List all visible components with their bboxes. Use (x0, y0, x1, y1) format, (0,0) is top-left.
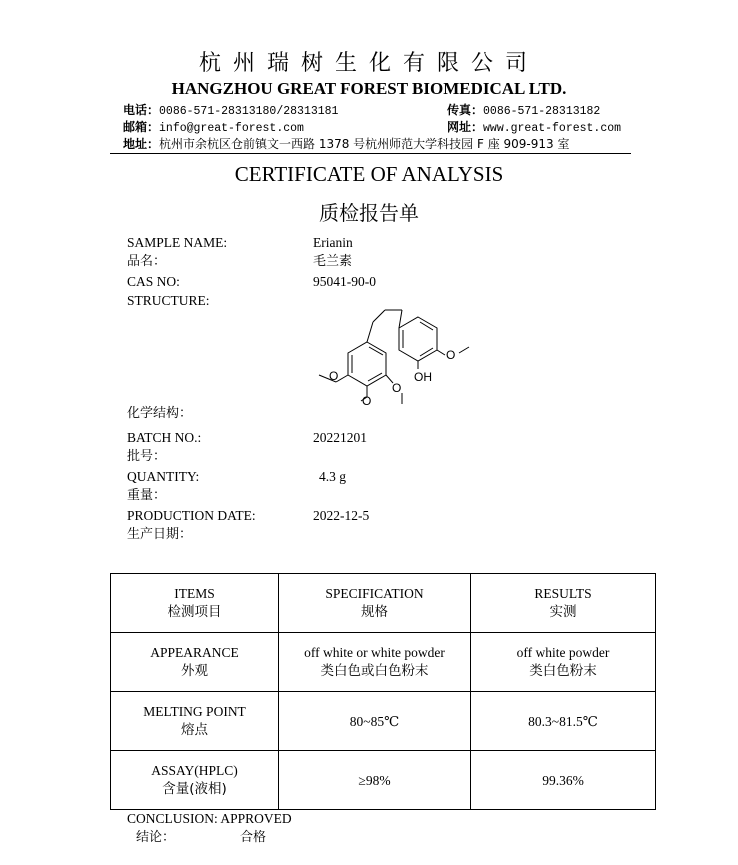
structure-label-cn: 化学结构： (127, 406, 193, 421)
appearance-en: APPEARANCE (150, 645, 239, 660)
address-value: 杭州市余杭区仓前镇文一西路 1378 号杭州师范大学科技园 F 座 909-913 室 (159, 137, 570, 151)
row-appearance-result (471, 633, 656, 692)
table-row (111, 692, 656, 751)
sample-name-value: Erianin (313, 235, 353, 250)
email-label: 邮箱： (123, 120, 160, 134)
header-results-en: RESULTS (534, 586, 592, 601)
assay-result: 99.36% (542, 772, 584, 788)
melting-point-result: 80.3~81.5℃ (528, 713, 598, 729)
header-items-cn: 检测项目 (167, 604, 222, 620)
email-line (123, 119, 304, 137)
conclusion-label: CONCLUSION: (127, 811, 218, 826)
company-name-cn: 杭州瑞树生化有限公司 (198, 51, 539, 76)
header-cell-results (471, 574, 656, 633)
fax-value: 0086-571-28313182 (483, 105, 601, 118)
address-label: 地址： (123, 137, 160, 151)
quantity-label-cn: 重量： (127, 488, 167, 503)
phone-label: 电话： (123, 103, 160, 117)
methoxy-o-right: O (392, 381, 402, 395)
email-value: info@great-forest.com (159, 122, 304, 135)
methoxy-o-bottom: O (362, 394, 372, 408)
header-spec-en: SPECIFICATION (325, 586, 424, 601)
row-assay-item (111, 751, 279, 810)
website-value: www.great-forest.com (483, 122, 622, 135)
sample-name-label-cn: 品名： (127, 254, 167, 269)
batch-value: 20221201 (313, 430, 367, 445)
table-header-row (111, 574, 656, 633)
appearance-spec-cn: 类白色或白色粉末 (320, 663, 429, 679)
fax-label: 传真： (447, 103, 484, 117)
melting-point-en: MELTING POINT (143, 704, 246, 719)
row-melting-point-spec (279, 692, 471, 751)
quantity-value: 4.3 g (319, 469, 346, 484)
conclusion-value: APPROVED (220, 811, 292, 826)
header-results-cn: 实测 (549, 604, 577, 620)
row-assay-result (471, 751, 656, 810)
row-melting-point-result (471, 692, 656, 751)
assay-spec: ≥98% (358, 772, 391, 788)
hydroxyl-label: OH (414, 370, 432, 384)
company-name-en: HANGZHOU GREAT FOREST BIOMEDICAL LTD. (171, 79, 567, 98)
header-cell-items (111, 574, 279, 633)
certificate-title-cn: 质检报告单 (319, 201, 419, 225)
row-melting-point-item (111, 692, 279, 751)
production-date-label-cn: 生产日期： (127, 527, 193, 542)
row-assay-spec (279, 751, 471, 810)
results-table (110, 573, 656, 810)
methoxy-o-left: O (329, 369, 339, 383)
production-date-label: PRODUCTION DATE: (127, 508, 256, 523)
assay-cn: 含量(液相) (162, 781, 227, 797)
structure-label: STRUCTURE: (127, 293, 210, 308)
production-date-value: 2022-12-5 (313, 508, 370, 523)
methoxy-o-ringb: O (446, 348, 456, 362)
row-appearance-spec (279, 633, 471, 692)
phone-value: 0086-571-28313180/28313181 (159, 105, 339, 118)
header-cell-specification (279, 574, 471, 633)
row-appearance-item (111, 633, 279, 692)
conclusion-label-cn: 结论： (136, 830, 176, 845)
melting-point-spec: 80~85℃ (349, 713, 400, 729)
assay-en: ASSAY(HPLC) (151, 763, 238, 778)
appearance-spec-en: off white or white powder (304, 645, 445, 660)
fax-line (447, 102, 600, 120)
quantity-label: QUANTITY: (127, 469, 200, 484)
batch-label: BATCH NO.: (127, 430, 202, 445)
table-row (111, 633, 656, 692)
address-line (123, 136, 570, 152)
certificate-title: CERTIFICATE OF ANALYSIS (234, 162, 504, 186)
conclusion-line (127, 810, 292, 828)
cas-value: 95041-90-0 (313, 274, 376, 289)
appearance-cn: 外观 (181, 663, 208, 679)
appearance-result-cn: 类白色粉末 (529, 663, 597, 679)
header-items-en: ITEMS (174, 586, 215, 601)
sample-name-label: SAMPLE NAME: (127, 235, 228, 250)
sample-name-value-cn: 毛兰素 (313, 254, 353, 269)
batch-label-cn: 批号： (127, 449, 167, 464)
header-spec-cn: 规格 (361, 604, 388, 620)
website-line (447, 119, 621, 137)
website-label: 网址： (447, 120, 484, 134)
chemical-structure-image (305, 300, 485, 420)
melting-point-cn: 熔点 (181, 722, 208, 738)
conclusion-value-cn: 合格 (240, 830, 267, 845)
header-divider (110, 153, 631, 154)
table-row (111, 751, 656, 810)
appearance-result-en: off white powder (516, 645, 610, 660)
cas-label: CAS NO: (127, 274, 180, 289)
phone-line (123, 102, 338, 120)
